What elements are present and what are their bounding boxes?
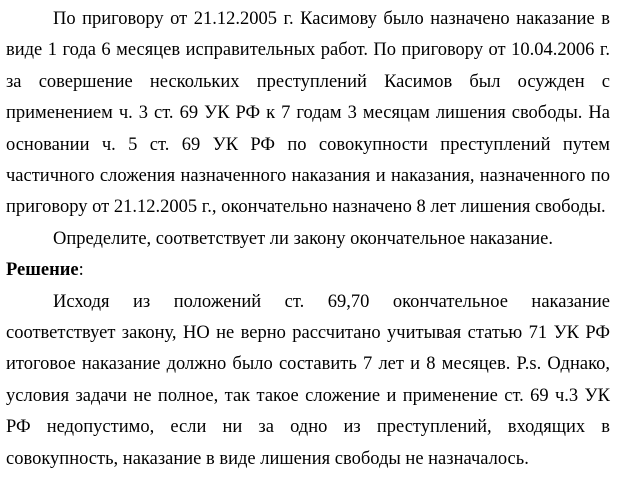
problem-paragraph: По приговору от 21.12.2005 г. Касимову было назначено наказание в виде 1 года 6 месяцев исправительных работ. По приговору от 10.04.2006 г. за совершение нескольких преступлений Касимов был осужден с применением ч. 3 ст. 69 УК РФ к 7 годам 3 месяцам лишения свободы. На основании ч. 5 ст. 69 УК РФ по совокупности преступлений путем частичного сложения назначенного наказания и наказания, назначенного по приговору от 21.12.2005 г., окончательно назначено 8 лет лишения свободы. xyxy=(6,9,610,218)
solution-heading: Решение xyxy=(6,260,79,281)
solution-heading-line xyxy=(6,255,610,286)
solution-heading-colon: : xyxy=(78,260,84,281)
question-paragraph: Определите, соответствует ли закону окончательное наказание. xyxy=(53,228,554,249)
solution-paragraph: Исходя из положений ст. 69,70 окончательное наказание соответствует закону, НО не верно рассчитано учитывая статью 71 УК РФ итоговое наказание должно было составить 7 лет и 8 месяцев. P.s. Однако, условия задачи не полное, так такое сложение и применение ст. 69 ч.3 УК РФ недопустимо, если ни за одно из преступлений, входящих в совокупность, наказание в виде лишения свободы не назначалось. xyxy=(6,291,610,469)
